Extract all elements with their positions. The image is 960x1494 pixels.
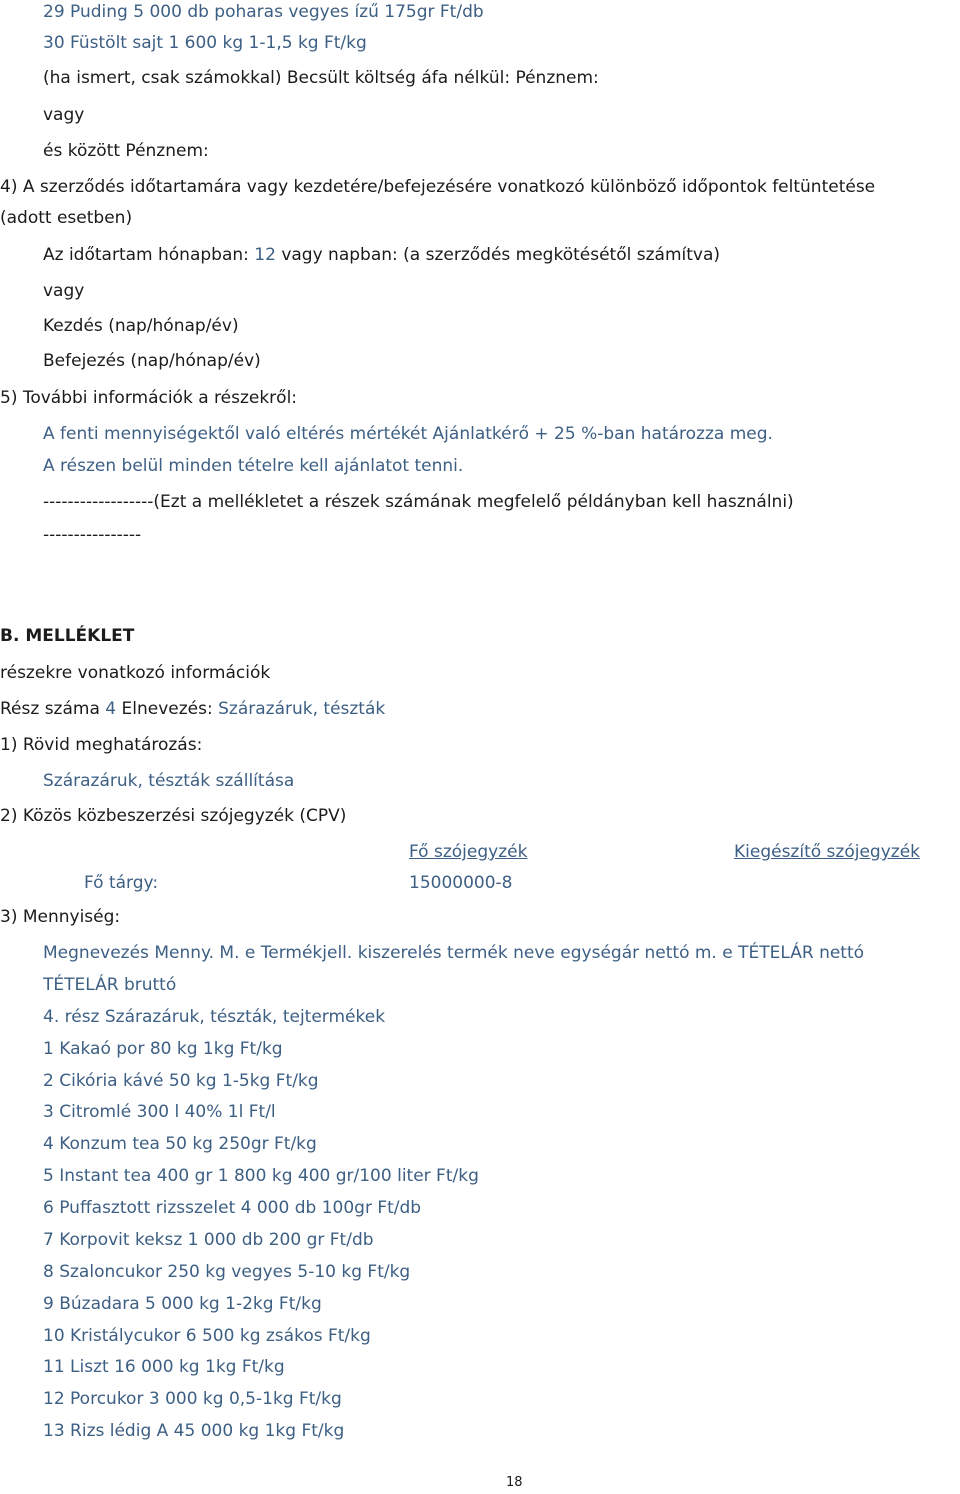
separator-dashes: ----------------	[43, 525, 142, 545]
section-5-heading: 5) További információk a részekről:	[0, 388, 298, 408]
list-item: 9 Búzadara 5 000 kg 1-2kg Ft/kg	[43, 1294, 322, 1314]
part-name: Szárazáruk, tészták	[218, 699, 386, 719]
cpv-label: 2) Közös közbeszerzési szójegyzék (CPV)	[0, 806, 347, 826]
duration-value: 12	[254, 245, 276, 265]
table-header-cont: TÉTELÁR bruttó	[43, 975, 177, 995]
page-number: 18	[506, 1475, 523, 1490]
list-item: 5 Instant tea 400 gr 1 800 kg 400 gr/100 liter Ft/kg	[43, 1166, 479, 1186]
list-item: 12 Porcukor 3 000 kg 0,5-1kg Ft/kg	[43, 1389, 342, 1409]
table-header: Megnevezés Menny. M. e Termékjell. kiszerelés termék neve egységár nettó m. e TÉTELÁR nettó	[43, 943, 865, 963]
part-name-label: Elnevezés:	[121, 699, 213, 719]
list-item: 3 Citromlé 300 l 40% 1l Ft/l	[43, 1102, 276, 1122]
end-date-label: Befejezés (nap/hónap/év)	[43, 351, 261, 371]
separator-note: ------------------(Ezt a mellékletet a részek számának megfelelő példányban kell használni)	[43, 492, 794, 512]
cpv-supplementary-header: Kiegészítő szójegyzék	[734, 842, 920, 862]
annex-subtitle: részekre vonatkozó információk	[0, 663, 271, 683]
annex-title: B. MELLÉKLET	[0, 626, 135, 646]
info-line: A fenti mennyiségektől való eltérés mértékét Ajánlatkérő + 25 %-ban határozza meg.	[43, 424, 773, 444]
part-number-label: Rész száma	[0, 699, 100, 719]
list-item: 29 Puding 5 000 db poharas vegyes ízű 175gr Ft/db	[43, 2, 484, 22]
duration-line	[43, 244, 720, 266]
duration-suffix: vagy napban: (a szerződés megkötésétől számítva)	[281, 245, 721, 265]
cpv-main-code: 15000000-8	[409, 873, 513, 893]
list-item: 13 Rizs lédig A 45 000 kg 1kg Ft/kg	[43, 1421, 345, 1441]
cpv-main-object-label: Fő tárgy:	[84, 873, 159, 893]
cost-line: (ha ismert, csak számokkal) Becsült költség áfa nélkül: Pénznem:	[43, 68, 599, 88]
list-item: 30 Füstölt sajt 1 600 kg 1-1,5 kg Ft/kg	[43, 33, 367, 53]
list-item: 7 Korpovit keksz 1 000 db 200 gr Ft/db	[43, 1230, 374, 1250]
quantity-label: 3) Mennyiség:	[0, 907, 121, 927]
list-item: 10 Kristálycukor 6 500 kg zsákos Ft/kg	[43, 1326, 371, 1346]
info-line: A részen belül minden tételre kell ajánlatot tenni.	[43, 456, 464, 476]
section-4-heading-cont: (adott esetben)	[0, 208, 133, 228]
list-item: 11 Liszt 16 000 kg 1kg Ft/kg	[43, 1357, 285, 1377]
short-desc-value: Szárazáruk, tészták szállítása	[43, 771, 295, 791]
part-line	[0, 698, 385, 720]
section-4-heading: 4) A szerződés időtartamára vagy kezdetére/befejezésére vonatkozó különböző időpontok feltüntetése	[0, 177, 876, 197]
list-item: 8 Szaloncukor 250 kg vegyes 5-10 kg Ft/kg	[43, 1262, 411, 1282]
duration-label: Az időtartam hónapban:	[43, 245, 249, 265]
or-text: vagy	[43, 105, 85, 125]
start-date-label: Kezdés (nap/hónap/év)	[43, 316, 239, 336]
part-title: 4. rész Szárazáruk, tészták, tejtermékek	[43, 1007, 386, 1027]
short-desc-label: 1) Rövid meghatározás:	[0, 735, 203, 755]
between-line: és között Pénznem:	[43, 141, 209, 161]
list-item: 2 Cikória kávé 50 kg 1-5kg Ft/kg	[43, 1071, 319, 1091]
list-item: 1 Kakaó por 80 kg 1kg Ft/kg	[43, 1039, 283, 1059]
list-item: 6 Puffasztott rizsszelet 4 000 db 100gr Ft/db	[43, 1198, 422, 1218]
list-item: 4 Konzum tea 50 kg 250gr Ft/kg	[43, 1134, 317, 1154]
or-text: vagy	[43, 281, 85, 301]
part-number: 4	[105, 699, 117, 719]
cpv-main-header: Fő szójegyzék	[409, 842, 528, 862]
